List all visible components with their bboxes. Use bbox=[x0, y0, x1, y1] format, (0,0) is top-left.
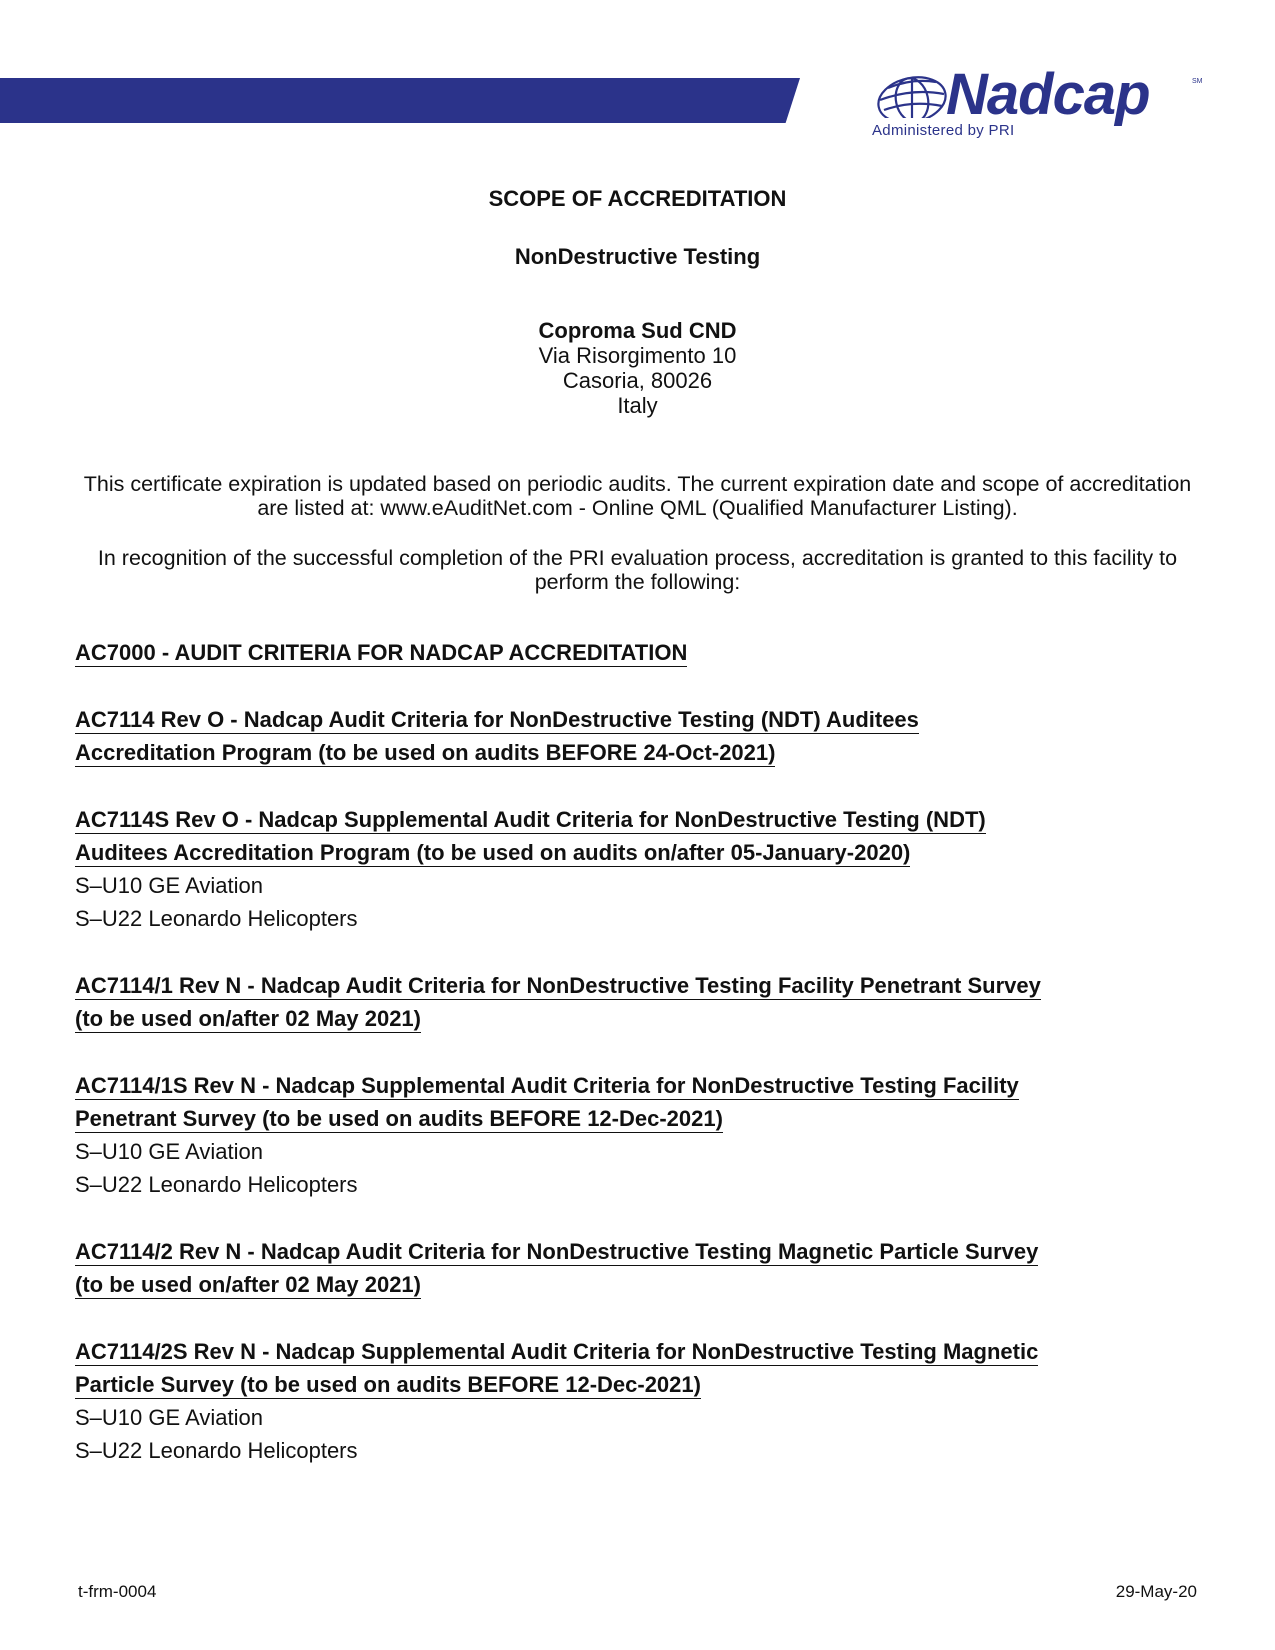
supplement-item: S–U22 Leonardo Helicopters bbox=[75, 1438, 358, 1463]
supplement-item: S–U10 GE Aviation bbox=[75, 1139, 263, 1164]
criteria-list bbox=[75, 636, 1215, 1467]
supplement-item: S–U22 Leonardo Helicopters bbox=[75, 906, 358, 931]
page-title: SCOPE OF ACCREDITATION bbox=[488, 186, 787, 211]
service-mark: SM bbox=[1192, 78, 1203, 85]
facility-city: Casoria, 80026 bbox=[562, 368, 713, 393]
expiration-paragraph: This certificate expiration is updated based on periodic audits. The current expiration date and scope of accreditation are listed at: www.eAuditNet.com - Online QML (Qualified Manufacturer Listing). bbox=[83, 472, 1192, 520]
criteria-item: AC7114 Rev O - Nadcap Audit Criteria for NonDestructive Testing (NDT) Auditees Accreditation Program (to be used on audits BEFORE 24-Oct-2021) bbox=[75, 707, 919, 765]
facility-country: Italy bbox=[617, 393, 658, 418]
footer-date: 29-May-20 bbox=[1115, 1582, 1197, 1601]
facility-address bbox=[0, 318, 1275, 418]
facility-name: Coproma Sud CND bbox=[538, 318, 737, 343]
recognition-paragraph: In recognition of the successful completion of the PRI evaluation process, accreditation is granted to this facility to perform the following: bbox=[97, 546, 1178, 594]
globe-icon bbox=[872, 70, 952, 118]
criteria-item: AC7000 - AUDIT CRITERIA FOR NADCAP ACCREDITATION bbox=[75, 640, 688, 665]
brand-tagline: Administered by PRI bbox=[872, 122, 1015, 139]
criteria-item: AC7114/2 Rev N - Nadcap Audit Criteria for NonDestructive Testing Magnetic Particle Survey (to be used on/after 02 May 2021) bbox=[75, 1239, 1039, 1297]
supplement-item: S–U10 GE Aviation bbox=[75, 873, 263, 898]
brand-name: Nadcap bbox=[946, 62, 1150, 127]
supplement-item: S–U10 GE Aviation bbox=[75, 1405, 263, 1430]
nadcap-logo bbox=[868, 62, 1203, 146]
criteria-item: AC7114/1S Rev N - Nadcap Supplemental Audit Criteria for NonDestructive Testing Facility Penetrant Survey (to be used on audits BEFORE 12-Dec-2021) bbox=[75, 1073, 1019, 1131]
criteria-item: AC7114/2S Rev N - Nadcap Supplemental Audit Criteria for NonDestructive Testing Magnetic Particle Survey (to be used on audits BEFORE 12-Dec-2021) bbox=[75, 1339, 1039, 1397]
page-subtitle: NonDestructive Testing bbox=[514, 244, 761, 269]
facility-street: Via Risorgimento 10 bbox=[538, 343, 737, 368]
form-id: t-frm-0004 bbox=[78, 1582, 157, 1601]
supplement-item: S–U22 Leonardo Helicopters bbox=[75, 1172, 358, 1197]
criteria-item: AC7114/1 Rev N - Nadcap Audit Criteria for NonDestructive Testing Facility Penetrant Survey (to be used on/after 02 May 2021) bbox=[75, 973, 1041, 1031]
header-band bbox=[0, 78, 800, 123]
criteria-item: AC7114S Rev O - Nadcap Supplemental Audit Criteria for NonDestructive Testing (NDT) Auditees Accreditation Program (to be used on audits on/after 05-January-2020) bbox=[75, 807, 986, 865]
